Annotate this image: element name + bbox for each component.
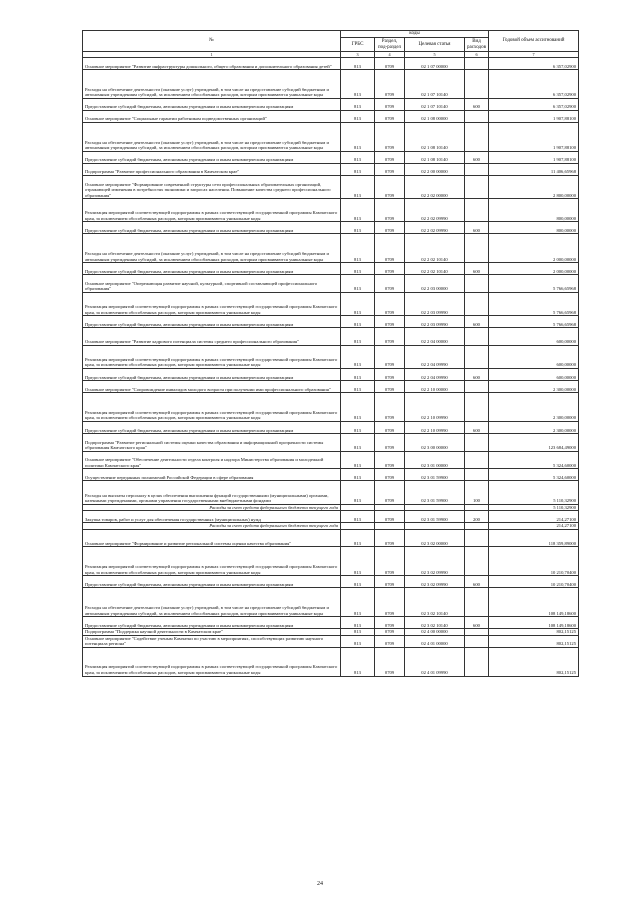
row-section-code: 0709	[375, 511, 405, 523]
row-name: Расходы на выплаты персоналу в целях обеспечения выполнения функций государственными (муниципальными) органами, казенными учреждениями, органами управления государственными внебюджетными фондами	[83, 481, 341, 504]
row-grbs-code: 813	[341, 151, 375, 163]
row-section-code: 0709	[375, 647, 405, 676]
row-name: Расходы за счет средств федерального бюджета текущего года	[83, 523, 341, 530]
row-target-article: 02 2 03 00000	[405, 275, 465, 293]
row-section-code: 0709	[375, 617, 405, 629]
header-codes: коды	[341, 31, 489, 38]
row-amount: 6 357,02900	[489, 70, 579, 99]
row-name: Реализация мероприятий соответствующей подпрограммы в рамках соответствующей государственной программы Камчатского края, за исключением обособленных расходов, которым присваиваются уникальные коды	[83, 199, 341, 222]
row-section-code: 0709	[375, 110, 405, 122]
column-index: 5	[405, 52, 465, 58]
row-section-code: 0709	[375, 434, 405, 452]
row-amount: 5 324,60000	[489, 451, 579, 469]
row-section-code: 0709	[375, 234, 405, 263]
row-target-article: 02 2 04 09990	[405, 369, 465, 381]
row-expense-type	[465, 199, 489, 222]
row-expense-type: 600	[465, 617, 489, 629]
row-expense-type: 200	[465, 511, 489, 523]
row-target-article: 02 2 02 10140	[405, 263, 465, 275]
row-expense-type	[465, 393, 489, 422]
table-row	[83, 316, 579, 328]
row-target-article: 02 2 10 09990	[405, 393, 465, 422]
row-name: Предоставление субсидий бюджетным, автономным учреждениям и иным некоммерческим организациям	[83, 421, 341, 433]
row-name: Расходы на обеспечение деятельности (оказание услуг) учреждений, в том числе на предоставление субсидий бюджетным и автономным учреждениям субсидий, за исключением обособленных расходов, которым присваиваются уникальные коды	[83, 234, 341, 263]
row-target-article: 02 3 01 59900	[405, 511, 465, 523]
header-amount: Годовой объем ассигнований	[489, 31, 579, 52]
row-target-article: 02 2 02 09990	[405, 222, 465, 234]
row-amount: 108 149,18600	[489, 617, 579, 629]
row-section-code: 0709	[375, 275, 405, 293]
row-name: Предоставление субсидий бюджетным, автономным учреждениям и иным некоммерческим организациям	[83, 263, 341, 275]
row-expense-type: 100	[465, 481, 489, 504]
row-section-code: 0709	[375, 345, 405, 368]
budget-table	[82, 30, 579, 677]
row-section-code: 0709	[375, 547, 405, 576]
row-grbs-code: 813	[341, 529, 375, 547]
header-row-top	[83, 31, 579, 38]
row-name: Основное мероприятие "Обеспечение деятельности отдела контроля и надзора Министерства образования и молодежной политики Камчатского края"	[83, 451, 341, 469]
row-target-article: 02 1 08 10140	[405, 123, 465, 152]
column-index: 7	[489, 52, 579, 58]
row-name: Предоставление субсидий бюджетным, автономным учреждениям и иным некоммерческим организациям	[83, 222, 341, 234]
row-expense-type	[465, 345, 489, 368]
row-section-code: 0709	[375, 70, 405, 99]
row-target-article: 02 1 08 00000	[405, 110, 465, 122]
row-expense-type: 600	[465, 151, 489, 163]
table-row	[83, 175, 579, 198]
row-amount: 802,15125	[489, 629, 579, 636]
table-row	[83, 469, 579, 481]
row-name: Предоставление субсидий бюджетным, автономным учреждениям и иным некоммерческим организациям	[83, 98, 341, 110]
row-grbs-code: 813	[341, 635, 375, 647]
table-row	[83, 263, 579, 275]
row-amount: 108 149,18600	[489, 588, 579, 617]
row-section-code: 0709	[375, 369, 405, 381]
row-target-article: 02 1 07 10140	[405, 98, 465, 110]
row-expense-type	[465, 529, 489, 547]
row-name: Основное мероприятие "Формирование современной структуры сети профессиональных образовательных организаций, отражающей изменения в потребностях экономики и запросах населения. Повышение качества среднего профессионального образования"	[83, 175, 341, 198]
row-amount: 2 300,00000	[489, 381, 579, 393]
row-expense-type	[465, 110, 489, 122]
row-amount: 123 684,49000	[489, 434, 579, 452]
table-row	[83, 222, 579, 234]
table-row	[83, 110, 579, 122]
row-amount: 800,00000	[489, 199, 579, 222]
row-expense-type: 600	[465, 369, 489, 381]
row-grbs-code: 813	[341, 451, 375, 469]
row-section-code: 0709	[375, 263, 405, 275]
row-expense-type	[465, 58, 489, 70]
row-section-code: 0709	[375, 393, 405, 422]
row-name: Основное мероприятие "Содействие ученым Камчатки по участию в мероприятиях, способствующих развитию научного потенциала региона"	[83, 635, 341, 647]
row-amount: 10 210,70400	[489, 576, 579, 588]
row-target-article: 02 3 01 59900	[405, 469, 465, 481]
row-name: Основное мероприятие "Социальные гарантии работникам подведомственных организаций"	[83, 110, 341, 122]
row-target-article: 02 2 04 09990	[405, 345, 465, 368]
row-name: Предоставление субсидий бюджетным, автономным учреждениям и иным некоммерческим организациям	[83, 617, 341, 629]
row-grbs-code: 813	[341, 234, 375, 263]
row-name: Осуществление переданных полномочий Российской Федерации в сфере образования	[83, 469, 341, 481]
row-expense-type: 600	[465, 576, 489, 588]
table-row	[83, 576, 579, 588]
row-name: Подпрограмма "Поддержка научной деятельности в Камчатском крае"	[83, 629, 341, 636]
header-grbs: ГРБС	[341, 38, 375, 52]
row-amount: 6 357,02900	[489, 98, 579, 110]
row-amount: 5 110,32900	[489, 481, 579, 504]
row-grbs-code: 813	[341, 70, 375, 99]
row-target-article: 02 3 01 00000	[405, 451, 465, 469]
column-index: 4	[375, 52, 405, 58]
row-name: Подпрограмма "Развитие региональной системы оценки качества образования и информационной прозрачности системы образования Камчатского края"	[83, 434, 341, 452]
row-target-article: 02 3 00 00000	[405, 434, 465, 452]
row-name: Реализация мероприятий соответствующей подпрограммы в рамках соответствующей государственной программы Камчатского края, за исключением обособленных расходов, которым присваиваются уникальные коды	[83, 647, 341, 676]
table-row	[83, 511, 579, 523]
header-statya: Целевая статья	[405, 38, 465, 52]
row-amount: 2 300,00000	[489, 421, 579, 433]
row-amount: 800,00000	[489, 222, 579, 234]
table-row	[83, 345, 579, 368]
row-expense-type: 600	[465, 316, 489, 328]
table-row	[83, 123, 579, 152]
table-row	[83, 588, 579, 617]
row-name: Реализация мероприятий соответствующей подпрограммы в рамках соответствующей государственной программы Камчатского края, за исключением обособленных расходов, которым присваиваются уникальные коды	[83, 345, 341, 368]
row-target-article: 02 3 01 59900	[405, 481, 465, 504]
row-amount: 1 907,88100	[489, 151, 579, 163]
row-grbs-code: 813	[341, 58, 375, 70]
row-grbs-code: 813	[341, 434, 375, 452]
row-grbs-code: 813	[341, 163, 375, 175]
row-expense-type	[465, 70, 489, 99]
row-grbs-code: 813	[341, 263, 375, 275]
row-expense-type	[465, 588, 489, 617]
row-name: Закупка товаров, работ и услуг для обеспечения государственных (муниципальных) нужд	[83, 511, 341, 523]
row-section-code: 0709	[375, 316, 405, 328]
row-grbs-code: 813	[341, 275, 375, 293]
row-expense-type	[465, 163, 489, 175]
table-row	[83, 481, 579, 504]
row-amount: 600,00000	[489, 345, 579, 368]
row-amount: 2 000,00000	[489, 263, 579, 275]
row-name: Основное мероприятие "Сопровождение инвалидов молодого возраста при получении ими профессионального образования"	[83, 381, 341, 393]
row-expense-type	[465, 451, 489, 469]
column-index: 1	[83, 52, 341, 58]
row-name: Подпрограмма "Развитие профессионального образования в Камчатском крае"	[83, 163, 341, 175]
row-target-article: 02 1 07 10140	[405, 70, 465, 99]
row-target-article: 02 1 07 00000	[405, 58, 465, 70]
row-amount: 214,27100	[489, 511, 579, 523]
table-row	[83, 635, 579, 647]
table-row	[83, 163, 579, 175]
row-target-article: 02 2 03 09990	[405, 292, 465, 315]
row-name: Основное мероприятие "Опережающая развитие научной, культурной, спортивной составляющей профессионального образования"	[83, 275, 341, 293]
row-expense-type: 600	[465, 263, 489, 275]
row-target-article: 02 2 03 09990	[405, 316, 465, 328]
row-target-article: 02 4 01 09990	[405, 647, 465, 676]
row-name: Предоставление субсидий бюджетным, автономным учреждениям и иным некоммерческим организациям	[83, 576, 341, 588]
table-row	[83, 98, 579, 110]
table-row	[83, 328, 579, 346]
row-target-article: 02 2 02 09990	[405, 199, 465, 222]
row-section-code: 0709	[375, 175, 405, 198]
row-section-code: 0709	[375, 529, 405, 547]
row-expense-type	[465, 635, 489, 647]
row-name: Реализация мероприятий соответствующей подпрограммы в рамках соответствующей государственной программы Камчатского края, за исключением обособленных расходов, которым присваиваются уникальные коды	[83, 547, 341, 576]
table-row	[83, 199, 579, 222]
row-target-article: 02 2 02 00000	[405, 175, 465, 198]
row-target-article: 02 3 02 09990	[405, 576, 465, 588]
row-grbs-code: 813	[341, 98, 375, 110]
row-name: Расходы на обеспечение деятельности (оказание услуг) учреждений, в том числе на предоставление субсидий бюджетным и автономным учреждениям субсидий, за исключением обособленных расходов, которым присваиваются уникальные коды	[83, 123, 341, 152]
table-row	[83, 393, 579, 422]
row-target-article: 02 2 04 00000	[405, 328, 465, 346]
row-amount: 6 357,02900	[489, 58, 579, 70]
row-expense-type	[465, 275, 489, 293]
row-target-article: 02 4 00 00000	[405, 629, 465, 636]
row-expense-type	[465, 328, 489, 346]
row-section-code: 0709	[375, 588, 405, 617]
row-grbs-code: 813	[341, 292, 375, 315]
row-amount: 118 359,89000	[489, 529, 579, 547]
row-grbs-code: 813	[341, 576, 375, 588]
table-row	[83, 275, 579, 293]
row-grbs-code: 813	[341, 175, 375, 198]
row-expense-type	[465, 647, 489, 676]
row-amount: 2 800,00000	[489, 175, 579, 198]
row-grbs-code: 813	[341, 547, 375, 576]
row-amount: 2 300,00000	[489, 393, 579, 422]
table-row	[83, 451, 579, 469]
row-name: Реализация мероприятий соответствующей подпрограммы в рамках соответствующей государственной программы Камчатского края, за исключением обособленных расходов, которым присваиваются уникальные коды	[83, 393, 341, 422]
row-amount: 5 324,60000	[489, 469, 579, 481]
row-grbs-code: 813	[341, 316, 375, 328]
table-row	[83, 58, 579, 70]
row-section-code: 0709	[375, 98, 405, 110]
row-amount: 600,00000	[489, 328, 579, 346]
row-section-code: 0709	[375, 469, 405, 481]
row-name: Расходы за счет средств федерального бюджета текущего года	[83, 504, 341, 511]
row-target-article: 02 3 02 00000	[405, 529, 465, 547]
row-target-article: 02 2 00 00000	[405, 163, 465, 175]
row-name: Расходы на обеспечение деятельности (оказание услуг) учреждений, в том числе на предоставление субсидий бюджетным и автономным учреждениям субсидий, за исключением обособленных расходов, которым присваиваются уникальные коды	[83, 588, 341, 617]
row-name: Основное мероприятие "Развитие кадрового потенциала системы среднего профессионального образования"	[83, 328, 341, 346]
row-grbs-code: 813	[341, 110, 375, 122]
row-name: Предоставление субсидий бюджетным, автономным учреждениям и иным некоммерческим организациям	[83, 316, 341, 328]
row-target-article: 02 1 08 10140	[405, 151, 465, 163]
row-name: Расходы на обеспечение деятельности (оказание услуг) учреждений, в том числе на предоставление субсидий бюджетным и автономным учреждениям субсидий, за исключением обособленных расходов, которым присваиваются уникальные коды	[83, 70, 341, 99]
row-grbs-code: 813	[341, 629, 375, 636]
table-row	[83, 647, 579, 676]
table-row	[83, 292, 579, 315]
row-section-code: 0709	[375, 421, 405, 433]
row-expense-type: 600	[465, 421, 489, 433]
row-target-article: 02 3 02 09990	[405, 547, 465, 576]
row-grbs-code: 813	[341, 222, 375, 234]
table-row	[83, 70, 579, 99]
row-expense-type	[465, 123, 489, 152]
table-row	[83, 381, 579, 393]
row-expense-type: 600	[465, 98, 489, 110]
row-name: Основное мероприятие "Развитие инфраструктуры дошкольного, общего образования и дополнительного образования детей"	[83, 58, 341, 70]
row-section-code: 0709	[375, 58, 405, 70]
row-amount: 5 766,65968	[489, 275, 579, 293]
row-amount: 802,15125	[489, 635, 579, 647]
row-section-code: 0709	[375, 481, 405, 504]
row-section-code: 0709	[375, 222, 405, 234]
row-grbs-code: 813	[341, 369, 375, 381]
row-name: Предоставление субсидий бюджетным, автономным учреждениям и иным некоммерческим организациям	[83, 369, 341, 381]
row-section-code: 0709	[375, 328, 405, 346]
row-amount: 5 110,32900	[489, 504, 579, 511]
row-grbs-code: 813	[341, 511, 375, 523]
column-index: 6	[465, 52, 489, 58]
row-section-code: 0709	[375, 163, 405, 175]
row-grbs-code: 813	[341, 393, 375, 422]
row-grbs-code: 813	[341, 123, 375, 152]
row-grbs-code: 813	[341, 647, 375, 676]
row-grbs-code: 813	[341, 421, 375, 433]
row-grbs-code: 813	[341, 199, 375, 222]
table-body	[83, 58, 579, 677]
row-target-article: 02 3 02 10140	[405, 617, 465, 629]
row-expense-type	[465, 381, 489, 393]
row-section-code: 0709	[375, 123, 405, 152]
row-target-article: 02 2 10 00000	[405, 381, 465, 393]
row-amount: 5 766,65968	[489, 292, 579, 315]
row-expense-type: 600	[465, 222, 489, 234]
row-section-code: 0709	[375, 629, 405, 636]
row-section-code: 0709	[375, 635, 405, 647]
row-target-article: 02 3 02 10140	[405, 588, 465, 617]
row-amount: 5 766,65968	[489, 316, 579, 328]
column-index: 3	[341, 52, 375, 58]
row-amount: 1 907,88100	[489, 110, 579, 122]
table-row	[83, 234, 579, 263]
row-grbs-code: 813	[341, 617, 375, 629]
row-amount: 802,15125	[489, 647, 579, 676]
row-name: Реализация мероприятий соответствующей подпрограммы в рамках соответствующей государственной программы Камчатского края, за исключением обособленных расходов, которым присваиваются уникальные коды	[83, 292, 341, 315]
row-expense-type	[465, 547, 489, 576]
row-section-code: 0709	[375, 381, 405, 393]
page-number: 24	[317, 881, 323, 887]
table-row	[83, 434, 579, 452]
row-grbs-code: 813	[341, 481, 375, 504]
row-section-code: 0709	[375, 151, 405, 163]
table-row	[83, 617, 579, 629]
row-section-code: 0709	[375, 292, 405, 315]
row-amount: 11 406,65968	[489, 163, 579, 175]
row-grbs-code: 813	[341, 588, 375, 617]
row-amount: 600,00000	[489, 369, 579, 381]
header-number: №	[83, 31, 341, 52]
table-row	[83, 529, 579, 547]
row-target-article: 02 2 02 10140	[405, 234, 465, 263]
row-expense-type	[465, 175, 489, 198]
row-expense-type	[465, 434, 489, 452]
row-name: Предоставление субсидий бюджетным, автономным учреждениям и иным некоммерческим организациям	[83, 151, 341, 163]
row-expense-type	[465, 469, 489, 481]
row-name: Основное мероприятие "Формирование и развитие региональной системы оценки качества образования"	[83, 529, 341, 547]
row-section-code: 0709	[375, 451, 405, 469]
row-expense-type	[465, 234, 489, 263]
row-section-code: 0709	[375, 576, 405, 588]
row-section-code: 0709	[375, 199, 405, 222]
row-amount: 2 000,00000	[489, 234, 579, 263]
row-amount: 214,27100	[489, 523, 579, 530]
header-vid: Вид расходов	[465, 38, 489, 52]
table-row	[83, 547, 579, 576]
row-target-article: 02 2 10 09990	[405, 421, 465, 433]
row-grbs-code: 813	[341, 381, 375, 393]
row-target-article: 02 4 01 00000	[405, 635, 465, 647]
row-grbs-code: 813	[341, 345, 375, 368]
row-expense-type	[465, 292, 489, 315]
table-row	[83, 421, 579, 433]
table-row	[83, 369, 579, 381]
table-row	[83, 151, 579, 163]
row-grbs-code: 813	[341, 469, 375, 481]
header-razdel: Раздел, под-раздел	[375, 38, 405, 52]
row-amount: 10 210,70400	[489, 547, 579, 576]
row-grbs-code: 813	[341, 328, 375, 346]
row-amount: 1 907,88100	[489, 123, 579, 152]
